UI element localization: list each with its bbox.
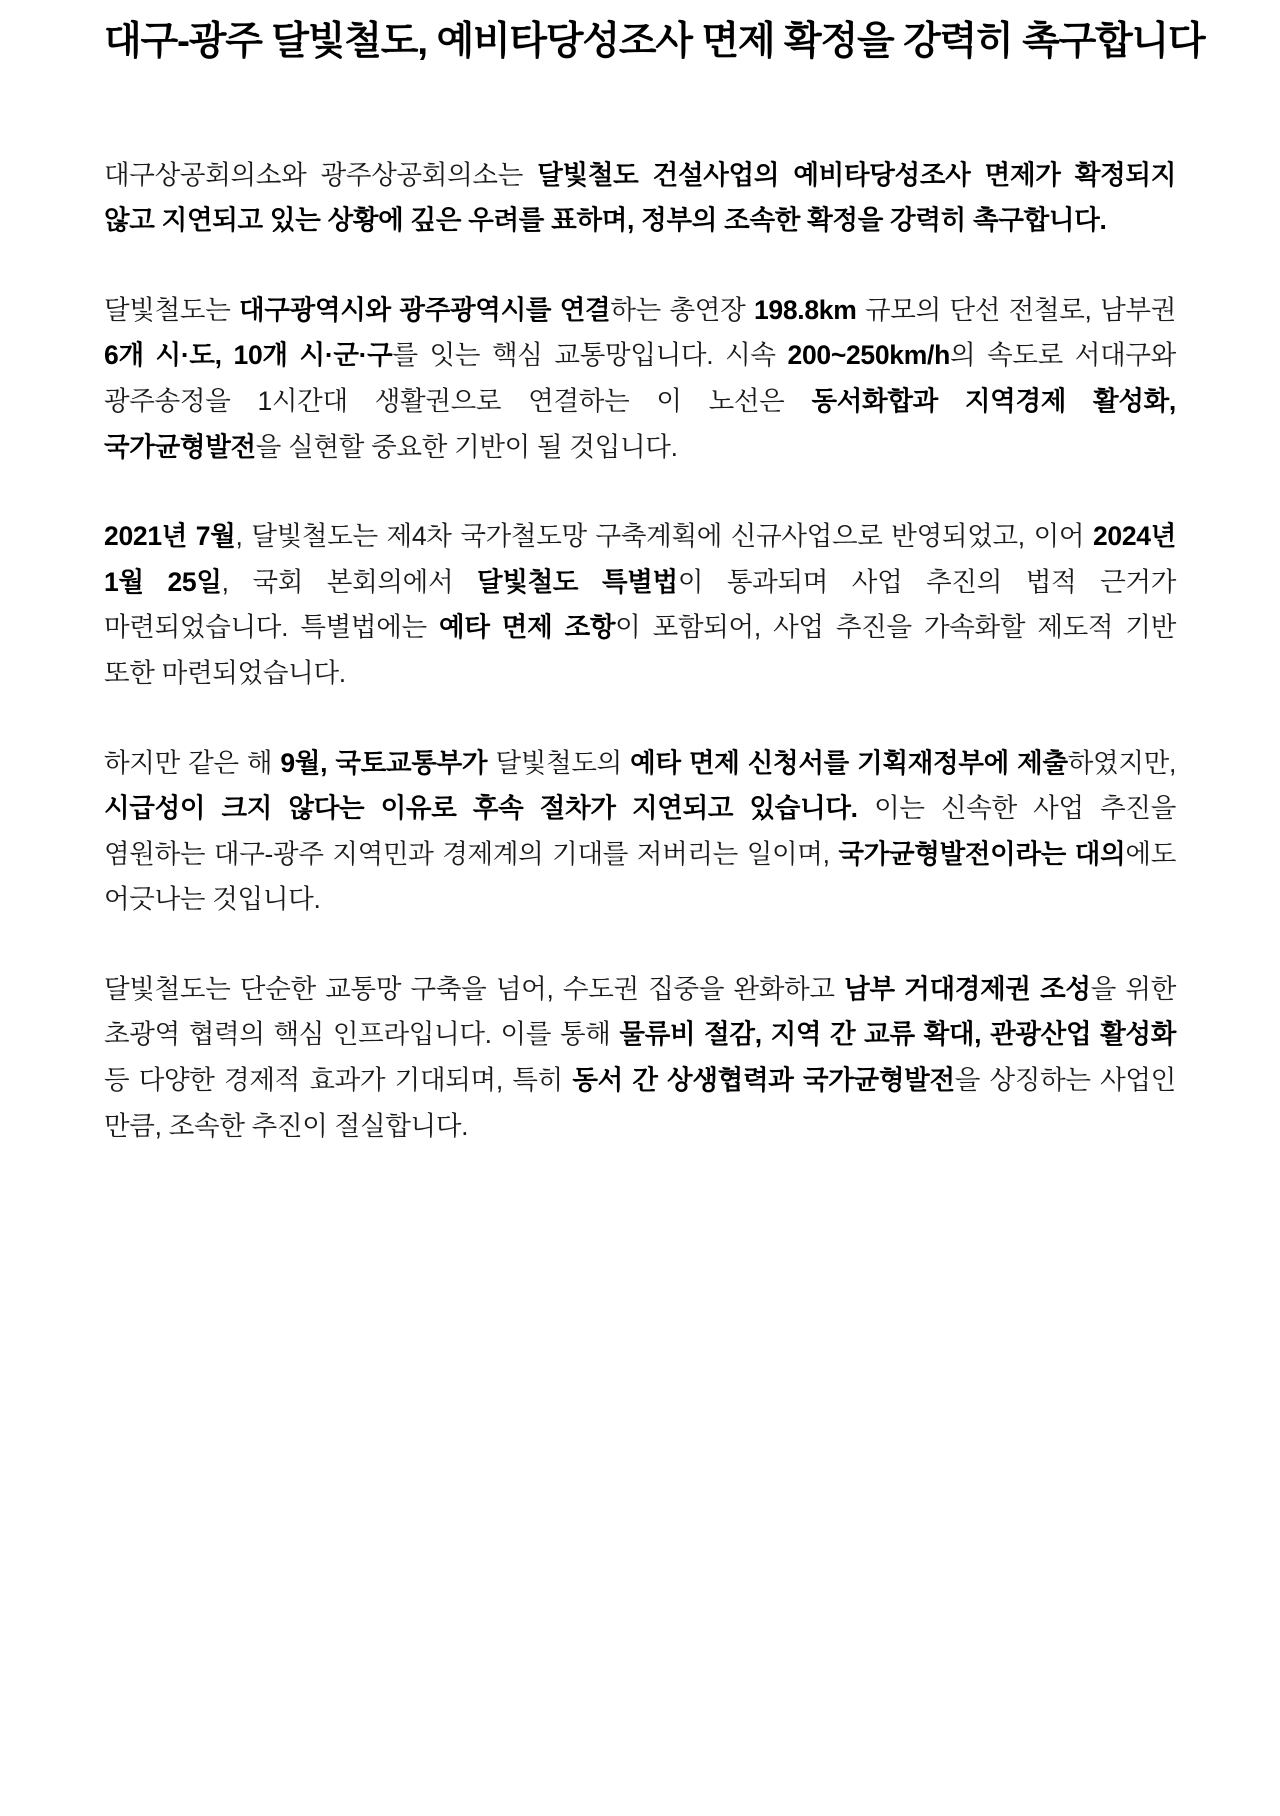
emphasized-text: 2024년 1월 25일 (104, 521, 1176, 597)
body-text: 달빛철도는 (104, 294, 240, 325)
body-text: , 달빛철도는 제4차 국가철도망 구축계획에 신규사업으로 반영되었고, 이어 (235, 521, 1093, 552)
body-text: 을 실현할 중요한 기반이 될 것입니다. (255, 431, 678, 462)
emphasized-text: 6개 시·도, 10개 시·군·구 (104, 340, 393, 371)
document-body (104, 153, 1176, 1149)
emphasized-text: 남부 거대경제권 조성 (844, 973, 1091, 1004)
body-text: 에도 어긋나는 것입니다. (104, 838, 1176, 915)
emphasized-text: 9월, 국토교통부가 (280, 747, 488, 778)
body-text: 규모의 단선 전철로, 남부권 (856, 294, 1176, 325)
body-text: 하는 총연장 (610, 294, 754, 325)
paragraph (104, 288, 1176, 470)
body-text: 이는 신속한 사업 추진을 염원하는 대구-광주 지역민과 경제계의 기대를 저버리는 일이며, (104, 793, 1176, 869)
body-text: 하지만 같은 해 (104, 747, 281, 778)
body-text: 등 다양한 경제적 효과가 기대되며, 특히 (104, 1065, 573, 1095)
paragraph (104, 153, 1176, 244)
emphasized-text: 2021년 7월 (104, 521, 236, 552)
emphasized-text: 198.8km (753, 294, 857, 325)
emphasized-text: 동서화합과 지역경제 활성화, 국가균형발전 (104, 386, 1176, 462)
emphasized-text: 동서 간 상생협력과 국가균형발전 (572, 1065, 955, 1095)
body-text: , 국회 본회의에서 (221, 566, 478, 597)
body-text: 을 위한 초광역 협력의 핵심 인프라입니다. 이를 통해 (104, 973, 1176, 1050)
emphasized-text: 예타 면제 조항 (439, 612, 616, 643)
emphasized-text: 예타 면제 신청서를 기획재정부에 제출 (630, 747, 1068, 778)
body-text: 를 잇는 핵심 교통망입니다. 시속 (392, 340, 788, 371)
emphasized-text: 달빛철도 건설사업의 예비타당성조사 면제가 확정되지 않고 지연되고 있는 상황에 깊은 우려를 표하며, 정부의 조속한 확정을 강력히 촉구합니다. (104, 159, 1176, 236)
body-text: 달빛철도는 단순한 교통망 구축을 넘어, 수도권 집중을 완화하고 (104, 973, 845, 1004)
body-text: 대구상공회의소와 광주상공회의소는 (104, 159, 538, 190)
emphasized-text: 달빛철도 특별법 (477, 566, 678, 597)
emphasized-text: 물류비 절감, 지역 간 교류 확대, 관광산업 활성화 (619, 1019, 1176, 1050)
paragraph (104, 967, 1176, 1149)
emphasized-text: 시급성이 크지 않다는 이유로 후속 절차가 지연되고 있습니다. (104, 793, 858, 824)
body-text: 이 포함되어, 사업 추진을 가속화할 제도적 기반 또한 마련되었습니다. (104, 612, 1176, 688)
emphasized-text: 국가균형발전이라는 대의 (838, 838, 1126, 869)
body-text: 이 통과되며 사업 추진의 법적 근거가 마련되었습니다. 특별법에는 (104, 566, 1176, 643)
emphasized-text: 대구광역시와 광주광역시를 연결 (239, 294, 611, 325)
emphasized-text: 200~250km/h (787, 340, 950, 371)
body-text: 달빛철도의 (487, 747, 631, 778)
paragraph (104, 514, 1176, 696)
page-title: 대구-광주 달빛철도, 예비타당성조사 면제 확정을 강력히 촉구합니다 (104, 20, 1205, 63)
body-text: 을 상징하는 사업인 만큼, 조속한 추진이 절실합니다. (104, 1065, 1176, 1141)
body-text: 하였지만, (1067, 747, 1177, 778)
paragraph (104, 741, 1176, 923)
body-text: 의 속도로 서대구와 광주송정을 1시간대 생활권으로 연결하는 이 노선은 (104, 340, 1176, 417)
